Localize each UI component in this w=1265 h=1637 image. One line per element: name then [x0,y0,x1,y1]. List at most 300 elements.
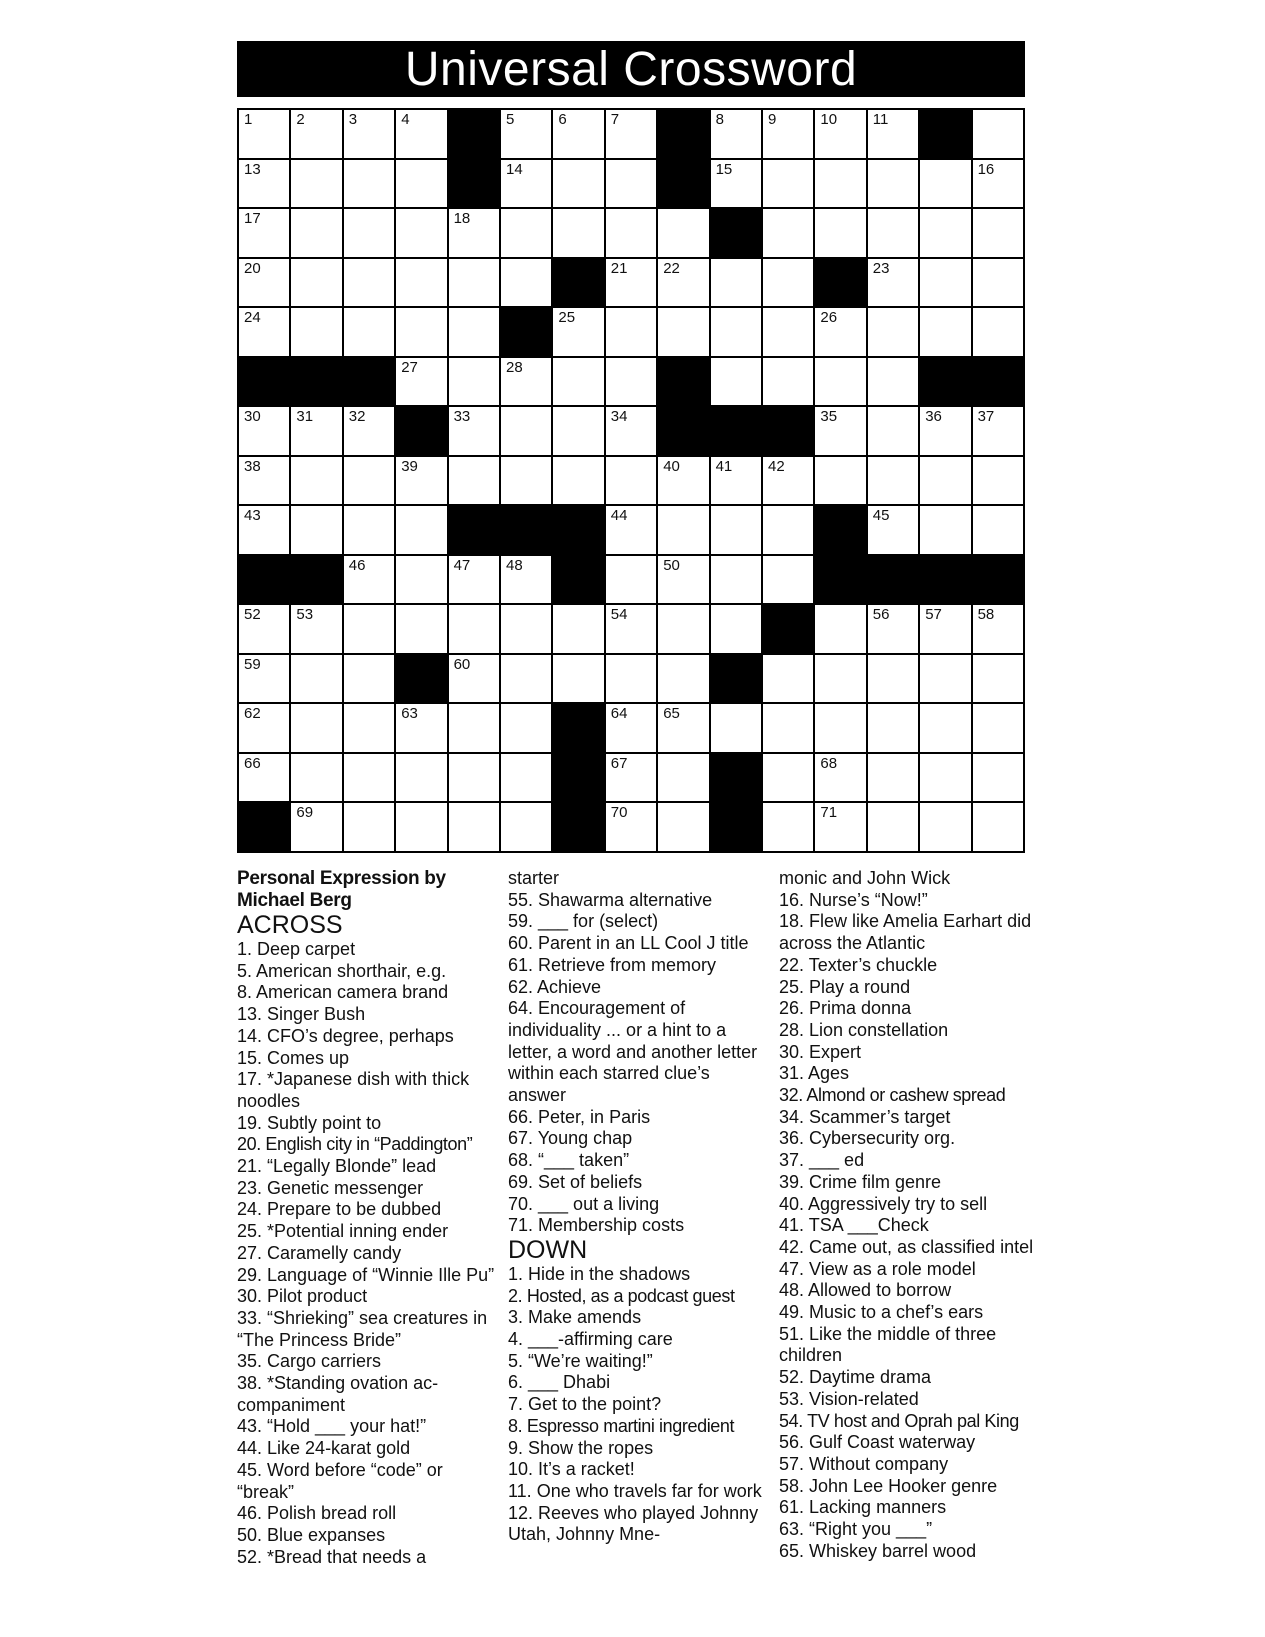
grid-cell[interactable] [920,704,970,752]
clue: 34. Scammer’s target [779,1106,951,1127]
black-square [920,556,970,604]
black-square [711,803,761,851]
grid-cell[interactable] [501,160,551,208]
clue: 20. English city in “Paddington” [237,1134,473,1155]
black-square [239,358,289,406]
grid-cell[interactable] [344,506,394,554]
cell-number: 58 [977,606,995,624]
grid-cell[interactable] [396,110,446,158]
grid-cell[interactable] [815,110,865,158]
grid-cell[interactable] [239,110,289,158]
grid-cell[interactable] [606,803,656,851]
cell-number: 16 [977,160,995,178]
cell-number: 25 [558,309,576,327]
grid-cell[interactable] [606,209,656,257]
grid-cell[interactable] [291,209,341,257]
grid-cell[interactable] [815,754,865,802]
grid-cell[interactable] [920,655,970,703]
grid-cell[interactable] [239,704,289,752]
grid-cell[interactable] [606,754,656,802]
cell-number: 47 [453,556,471,574]
cell-number: 5 [506,111,515,128]
grid-cell[interactable] [606,506,656,554]
grid-cell[interactable] [868,407,918,455]
clue: 71. Membership costs [508,1215,685,1236]
grid-cell[interactable] [344,457,394,505]
grid-cell[interactable] [606,407,656,455]
cell-number: 20 [244,259,261,277]
clue: 48. Allowed to borrow [779,1280,952,1301]
grid-cell[interactable] [291,803,341,851]
cell-number: 65 [663,705,680,723]
clue: 1. Deep carpet [237,939,356,959]
clue: 52. Daytime drama [779,1367,932,1388]
clue: 64. Encouragement of individuality ... or a hint to a letter, a word and another letter within each starred clue’s answer [508,998,758,1106]
grid-cell[interactable] [763,655,813,703]
grid-cell[interactable] [291,506,341,554]
grid-cell[interactable] [920,308,970,356]
grid-cell[interactable] [868,209,918,257]
grid-cell[interactable] [658,457,708,505]
grid-cell[interactable] [344,655,394,703]
grid-cell[interactable] [606,308,656,356]
grid-cell[interactable] [396,209,446,257]
grid-cell[interactable] [606,259,656,307]
grid-cell[interactable] [815,407,865,455]
black-square [920,358,970,406]
grid-cell[interactable] [344,110,394,158]
grid-cell[interactable] [815,605,865,653]
cell-number: 26 [820,309,838,327]
black-square [449,506,499,554]
grid-cell[interactable] [501,655,551,703]
grid-cell[interactable] [291,754,341,802]
clue: 12. Reeves who played Johnny Utah, Johnny Mne- [508,1502,759,1545]
grid-cell[interactable] [344,704,394,752]
black-square [553,506,603,554]
grid-cell[interactable] [763,704,813,752]
grid-cell[interactable] [449,308,499,356]
grid-cell[interactable] [868,110,918,158]
cell-number: 60 [453,655,471,673]
grid-cell[interactable] [449,754,499,802]
cell-number: 54 [610,606,628,624]
cell-number: 1 [244,111,253,128]
grid-cell[interactable] [396,358,446,406]
grid-cell[interactable] [553,655,603,703]
clue: 56. Gulf Coast waterway [779,1432,976,1453]
grid-cell[interactable] [449,209,499,257]
black-square [658,160,708,208]
cell-number: 36 [925,408,942,426]
grid-cell[interactable] [553,457,603,505]
grid-cell[interactable] [606,556,656,604]
grid-cell[interactable] [658,556,708,604]
down-clue-list [508,1264,770,1546]
grid-cell[interactable] [344,803,394,851]
grid-cell[interactable] [868,160,918,208]
grid-cell[interactable] [920,209,970,257]
across-heading: ACROSS [237,911,343,939]
grid-cell[interactable] [344,605,394,653]
cell-number: 53 [296,606,314,624]
grid-cell[interactable] [449,803,499,851]
grid-cell[interactable] [344,259,394,307]
grid-cell[interactable] [449,407,499,455]
grid-cell[interactable] [658,754,708,802]
grid-cell[interactable] [973,704,1023,752]
cell-number: 70 [610,804,628,822]
clue: 23. Genetic messenger [237,1177,424,1198]
grid-cell[interactable] [606,605,656,653]
grid-cell[interactable] [815,358,865,406]
grid-cell[interactable] [239,655,289,703]
grid-cell[interactable] [763,259,813,307]
grid-cell[interactable] [501,605,551,653]
across-clue-list [237,939,499,1568]
grid-cell[interactable] [763,457,813,505]
black-square [396,407,446,455]
cell-number: 4 [401,111,410,128]
clue: 54. TV host and Oprah pal King [779,1410,1019,1431]
black-square [344,358,394,406]
grid-cell[interactable] [711,259,761,307]
clue: 63. “Right you ___” [779,1519,933,1540]
clue: 37. ___ ed [779,1150,865,1171]
grid-cell[interactable] [973,209,1023,257]
grid-cell[interactable] [920,160,970,208]
clue: 38. *Standing ovation ac-companiment [237,1373,439,1415]
black-square [501,506,551,554]
grid-cell[interactable] [449,457,499,505]
cell-number: 46 [348,556,366,574]
grid-cell[interactable] [658,655,708,703]
clue: 58. John Lee Hooker genre [779,1475,998,1496]
black-square [658,407,708,455]
clue: 25. Play a round [779,976,911,997]
grid-cell[interactable] [658,704,708,752]
black-square [553,754,603,802]
grid-cell[interactable] [553,605,603,653]
cell-number: 45 [872,507,890,525]
grid-cell[interactable] [291,704,341,752]
grid-cell[interactable] [815,704,865,752]
grid-cell[interactable] [291,655,341,703]
grid-cell[interactable] [763,160,813,208]
grid-cell[interactable] [711,556,761,604]
cell-number: 38 [244,457,261,475]
clue-column-2 [508,868,770,1546]
black-square [868,556,918,604]
clue: 17. *Japanese dish with thick noodles [237,1069,470,1111]
cell-number: 57 [925,606,942,624]
clue: starter [508,868,560,888]
clue: 29. Language of “Winnie Ille Pu” [237,1264,495,1285]
grid-cell[interactable] [868,655,918,703]
cell-number: 28 [506,358,523,376]
grid-cell[interactable] [763,803,813,851]
cell-number: 24 [244,309,261,327]
grid-cell[interactable] [291,259,341,307]
grid-cell[interactable] [973,308,1023,356]
grid-cell[interactable] [606,457,656,505]
grid-cell[interactable] [920,457,970,505]
clue: 61. Retrieve from memory [508,954,717,975]
cell-number: 50 [663,556,680,574]
clue: 60. Parent in an LL Cool J title [508,933,749,954]
cell-number: 42 [768,457,785,475]
grid-cell[interactable] [815,308,865,356]
grid-cell[interactable] [239,259,289,307]
grid-cell[interactable] [920,407,970,455]
black-square [396,655,446,703]
grid-cell[interactable] [815,457,865,505]
grid-cell[interactable] [868,308,918,356]
clue: 61. Lacking manners [779,1497,947,1518]
grid-cell[interactable] [868,259,918,307]
grid-cell[interactable] [763,556,813,604]
grid-cell[interactable] [973,259,1023,307]
grid-cell[interactable] [396,605,446,653]
grid-cell[interactable] [344,308,394,356]
grid-cell[interactable] [396,556,446,604]
grid-cell[interactable] [449,358,499,406]
grid-cell[interactable] [239,605,289,653]
grid-cell[interactable] [449,259,499,307]
clue: 8. American camera brand [237,982,449,1003]
clue: 45. Word before “code” or “break” [237,1459,443,1502]
grid-cell[interactable] [501,358,551,406]
grid-cell[interactable] [868,506,918,554]
grid-cell[interactable] [396,259,446,307]
grid-cell[interactable] [763,754,813,802]
grid-cell[interactable] [815,655,865,703]
grid-cell[interactable] [973,605,1023,653]
grid-cell[interactable] [658,259,708,307]
grid-cell[interactable] [763,506,813,554]
black-square [239,556,289,604]
byline: Personal Expression by Michael Berg [237,868,446,911]
grid-cell[interactable] [711,110,761,158]
cell-number: 52 [244,606,261,624]
clue: 10. It’s a racket! [508,1459,635,1480]
grid-cell[interactable] [449,704,499,752]
clue: 30. Expert [779,1041,862,1062]
black-square [973,556,1023,604]
grid-cell[interactable] [553,209,603,257]
grid-cell[interactable] [396,308,446,356]
cell-number: 23 [872,259,890,277]
clue: 53. Vision-related [779,1388,919,1409]
grid-cell[interactable] [344,160,394,208]
grid-cell[interactable] [396,754,446,802]
cell-number: 68 [820,754,838,772]
grid-cell[interactable] [868,803,918,851]
grid-cell[interactable] [658,605,708,653]
grid-cell[interactable] [711,160,761,208]
grid-cell[interactable] [239,506,289,554]
clue: 18. Flew like Amelia Earhart did across the Atlantic [779,911,1032,954]
grid-cell[interactable] [396,506,446,554]
grid-cell[interactable] [449,556,499,604]
clue: 44. Like 24-karat gold [237,1438,411,1459]
grid-cell[interactable] [553,407,603,455]
grid-cell[interactable] [501,209,551,257]
black-square [658,110,708,158]
grid-cell[interactable] [344,209,394,257]
black-square [553,259,603,307]
grid-cell[interactable] [396,160,446,208]
grid-cell[interactable] [711,704,761,752]
cell-number: 63 [401,705,418,723]
grid-cell[interactable] [973,160,1023,208]
grid-cell[interactable] [606,655,656,703]
black-square [239,803,289,851]
clue: 31. Ages [779,1063,850,1084]
grid-cell[interactable] [763,358,813,406]
grid-cell[interactable] [606,358,656,406]
black-square [763,407,813,455]
clue: 67. Young chap [508,1128,633,1149]
grid-cell[interactable] [501,556,551,604]
grid-cell[interactable] [553,358,603,406]
grid-cell[interactable] [711,358,761,406]
grid-cell[interactable] [868,457,918,505]
cell-number: 62 [244,705,261,723]
grid-cell[interactable] [868,704,918,752]
grid-cell[interactable] [553,110,603,158]
grid-cell[interactable] [501,407,551,455]
black-square [501,308,551,356]
grid-cell[interactable] [606,704,656,752]
grid-cell[interactable] [973,506,1023,554]
cell-number: 40 [663,457,680,475]
grid-cell[interactable] [501,457,551,505]
black-square [711,754,761,802]
grid-cell[interactable] [868,754,918,802]
clue: 8. Espresso martini ingredient [508,1415,735,1436]
clue: 5. American shorthair, e.g. [237,960,447,981]
clue: 51. Like the middle of three children [779,1323,997,1366]
grid-cell[interactable] [396,803,446,851]
cell-number: 33 [453,408,471,426]
grid-cell[interactable] [973,655,1023,703]
grid-cell[interactable] [711,457,761,505]
clue: 2. Hosted, as a podcast guest [508,1285,735,1306]
grid-cell[interactable] [920,754,970,802]
grid-cell[interactable] [973,457,1023,505]
black-square [553,803,603,851]
cell-number: 34 [610,408,628,426]
grid-cell[interactable] [920,259,970,307]
grid-cell[interactable] [763,209,813,257]
grid-cell[interactable] [449,605,499,653]
black-square [973,358,1023,406]
grid-cell[interactable] [553,308,603,356]
grid-cell[interactable] [658,209,708,257]
grid-cell[interactable] [973,803,1023,851]
grid-cell[interactable] [606,160,656,208]
grid-cell[interactable] [711,506,761,554]
grid-cell[interactable] [239,754,289,802]
clue: 3. Make amends [508,1307,642,1328]
grid-cell[interactable] [239,160,289,208]
grid-cell[interactable] [291,110,341,158]
grid-cell[interactable] [973,110,1023,158]
grid-cell[interactable] [973,754,1023,802]
grid-cell[interactable] [291,407,341,455]
cell-number: 11 [872,111,889,128]
grid-cell[interactable] [344,556,394,604]
grid-cell[interactable] [658,803,708,851]
grid-cell[interactable] [868,358,918,406]
grid-cell[interactable] [763,308,813,356]
grid-cell[interactable] [501,704,551,752]
grid-cell[interactable] [868,605,918,653]
black-square [815,259,865,307]
grid-cell[interactable] [920,605,970,653]
grid-cell[interactable] [344,407,394,455]
clue: 39. Crime film genre [779,1171,942,1192]
crossword-grid [237,108,1025,853]
grid-cell[interactable] [291,160,341,208]
across-clue-list-continued [508,868,770,1237]
black-square [815,556,865,604]
grid-cell[interactable] [658,308,708,356]
grid-cell[interactable] [501,803,551,851]
cell-number: 43 [244,507,261,525]
cell-number: 17 [244,210,261,228]
grid-cell[interactable] [658,506,708,554]
grid-cell[interactable] [291,605,341,653]
grid-cell[interactable] [396,704,446,752]
grid-cell[interactable] [815,160,865,208]
grid-cell[interactable] [606,110,656,158]
grid-cell[interactable] [501,259,551,307]
grid-cell[interactable] [344,754,394,802]
clue: 40. Aggressively try to sell [779,1193,988,1214]
grid-cell[interactable] [815,209,865,257]
grid-cell[interactable] [920,506,970,554]
grid-cell[interactable] [449,655,499,703]
grid-cell[interactable] [239,457,289,505]
grid-cell[interactable] [815,803,865,851]
black-square [553,704,603,752]
grid-cell[interactable] [501,110,551,158]
clue: 27. Caramelly candy [237,1242,402,1263]
grid-cell[interactable] [396,457,446,505]
grid-cell[interactable] [920,803,970,851]
grid-cell[interactable] [711,308,761,356]
grid-cell[interactable] [501,754,551,802]
clue: 62. Achieve [508,976,602,997]
clue: 65. Whiskey barrel wood [779,1540,977,1561]
grid-cell[interactable] [291,457,341,505]
cell-number: 27 [401,358,418,376]
black-square [658,358,708,406]
grid-cell[interactable] [239,209,289,257]
clue: 66. Peter, in Paris [508,1106,651,1127]
grid-cell[interactable] [711,605,761,653]
black-square [449,160,499,208]
cell-number: 35 [820,408,838,426]
grid-cell[interactable] [239,308,289,356]
grid-cell[interactable] [291,308,341,356]
grid-cell[interactable] [763,110,813,158]
grid-cell[interactable] [553,160,603,208]
grid-cell[interactable] [239,407,289,455]
grid-cell[interactable] [973,407,1023,455]
